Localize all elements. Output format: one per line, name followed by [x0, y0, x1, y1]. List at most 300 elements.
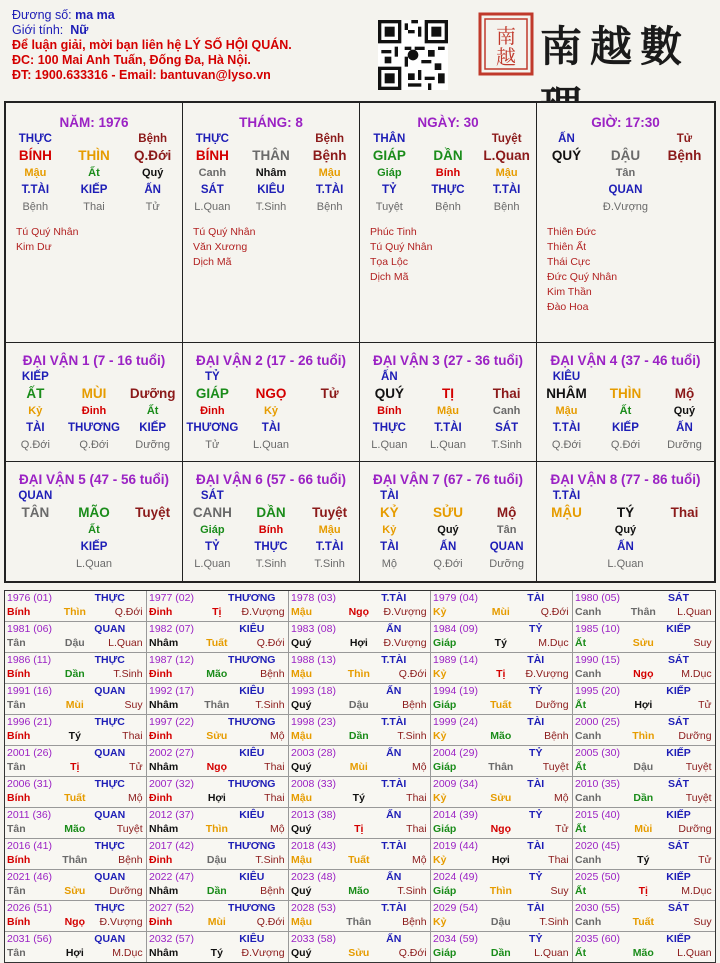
year-cell: [5, 808, 147, 838]
year-line: [5, 746, 146, 760]
year-stem: Bính: [7, 730, 31, 742]
year-stem: Nhâm: [149, 885, 179, 897]
year-line: [289, 746, 430, 760]
year-stem: Giáp: [433, 885, 457, 897]
year-cell: [147, 746, 289, 776]
cell-text: Bệnh: [493, 200, 520, 213]
year-detail: [431, 822, 572, 837]
pillar-cell: [360, 103, 537, 343]
pillar-cell: [6, 103, 183, 343]
year-god: TÀI: [527, 592, 545, 604]
year-branch: Thìn: [347, 668, 370, 680]
year-stage: Dưỡng: [678, 823, 712, 835]
year-branch: Dậu: [348, 699, 369, 711]
cell-text: TỊ: [441, 385, 454, 401]
year-detail: [431, 605, 572, 620]
year-stem: Nhâm: [149, 637, 179, 649]
year-cell: [573, 901, 715, 931]
year-stem: Canh: [575, 792, 602, 804]
cell-text: THỰC: [254, 540, 288, 553]
year-label: 2008 (33): [291, 778, 336, 790]
year-line: [289, 932, 430, 946]
stage-row: [6, 198, 182, 215]
year-branch: Sửu: [632, 637, 654, 649]
year-branch: Mùi: [634, 823, 653, 835]
year-label: 1987 (12): [149, 654, 194, 666]
cell-text: Bệnh: [315, 132, 345, 145]
year-god: TÀI: [527, 840, 545, 852]
cell-text: Tử: [145, 200, 160, 213]
year-detail: [147, 729, 288, 744]
year-label: 1989 (14): [433, 654, 478, 666]
year-god: THỰC: [94, 902, 125, 914]
year-god: TỶ: [529, 685, 543, 697]
year-line: [573, 715, 715, 729]
year-detail: [573, 605, 715, 620]
year-stage: Đ.Vượng: [241, 606, 285, 618]
pillars-row: [6, 103, 714, 343]
year-line: [573, 901, 715, 915]
cell-text: Mậu: [24, 166, 47, 179]
year-cell: [289, 870, 431, 900]
year-detail: [5, 791, 146, 806]
cell-text: KIẾP: [80, 540, 108, 553]
year-line: [147, 901, 288, 915]
cell-text: Thai: [670, 504, 699, 520]
year-cell: [5, 777, 147, 807]
year-branch: Mùi: [349, 761, 368, 773]
year-label: 1977 (02): [149, 592, 194, 604]
year-god: KIẾP: [666, 685, 691, 697]
year-stem: Đinh: [149, 606, 173, 618]
year-detail: [573, 946, 715, 961]
year-row: [5, 870, 715, 901]
year-line: [289, 591, 430, 605]
year-branch: Tị: [212, 606, 222, 618]
cell-text: QUAN: [18, 489, 53, 502]
hidden-stems-row: [537, 521, 714, 538]
year-branch: Thìn: [489, 885, 512, 897]
year-stem: Kỷ: [433, 792, 447, 804]
year-detail: [289, 853, 430, 868]
header-info: [12, 8, 372, 83]
cell-text: Bệnh: [435, 200, 461, 213]
year-detail: [5, 667, 146, 682]
cell-text: Kỷ: [382, 523, 397, 536]
year-branch: Hợi: [207, 792, 226, 804]
year-cell: [431, 684, 573, 714]
cell-text: TÝ: [616, 504, 635, 520]
year-detail: [431, 636, 572, 651]
year-cell: [573, 653, 715, 683]
year-row: [5, 777, 715, 808]
year-cell: [431, 901, 573, 931]
cell-text: Bệnh: [138, 132, 168, 145]
year-branch: Thân: [62, 854, 88, 866]
year-god: TỶ: [529, 809, 543, 821]
year-stem: Nhâm: [149, 761, 179, 773]
year-branch: Tuất: [348, 854, 370, 866]
year-line: [431, 808, 572, 822]
year-line: [5, 839, 146, 853]
hidden-stems-row: [6, 164, 182, 181]
year-detail: [5, 605, 146, 620]
cell-text: SÁT: [200, 183, 224, 196]
year-stage: Đ.Vượng: [525, 668, 569, 680]
year-stage: Bệnh: [118, 854, 143, 866]
year-cell: [5, 715, 147, 745]
year-stage: Dưỡng: [109, 885, 143, 897]
cell-text: KIẾP: [612, 421, 639, 434]
cell-text: Quý: [437, 523, 459, 536]
year-cell: [147, 591, 289, 621]
dai-van-cell: [537, 462, 714, 581]
dai-van-row: [6, 462, 714, 581]
year-god: T.TÀI: [381, 840, 407, 852]
stage-row: [360, 198, 536, 215]
year-god: SÁT: [668, 778, 689, 790]
year-label: 1981 (06): [7, 623, 52, 635]
year-detail: [147, 760, 288, 775]
pillar-title: THÁNG: 8: [239, 115, 303, 130]
year-stage: Thai: [406, 823, 427, 835]
cell-text: Mậu: [436, 404, 459, 417]
year-cell: [431, 715, 573, 745]
cell-text: Kỷ: [263, 404, 279, 417]
cell-text: SỬU: [433, 504, 463, 520]
cell-text: MẬU: [551, 504, 582, 520]
year-label: 2014 (39): [433, 809, 478, 821]
year-line: [431, 932, 572, 946]
cell-text: QUAN: [608, 183, 643, 196]
cell-text: L.Quan: [194, 200, 231, 213]
star-item: Văn Xương: [193, 241, 248, 253]
year-branch: Thân: [488, 761, 514, 773]
pillar-title: NGÀY: 30: [417, 115, 479, 130]
star-item: Dịch Mã: [193, 256, 232, 268]
cell-text: MÃO: [78, 504, 110, 520]
cell-text: Tuyệt: [312, 504, 348, 520]
cell-text: Thai: [83, 200, 105, 213]
year-stem: Đinh: [149, 730, 173, 742]
year-line: [431, 746, 572, 760]
cell-text: TÀI: [261, 421, 281, 434]
year-cell: [147, 777, 289, 807]
year-stage: Thai: [122, 730, 143, 742]
cell-text: THƯƠNG: [186, 421, 239, 434]
stars-list: [193, 225, 359, 270]
cell-text: KIẾP: [80, 183, 108, 196]
year-line: [5, 622, 146, 636]
year-branch: Hợi: [634, 699, 653, 711]
year-branch: Thìn: [205, 823, 228, 835]
year-branch: Tý: [494, 637, 507, 649]
year-cell: [289, 839, 431, 869]
year-branch: Thân: [204, 699, 230, 711]
cell-text: T.TÀI: [315, 540, 344, 553]
year-label: 1978 (03): [291, 592, 336, 604]
year-stage: Đ.Vượng: [383, 606, 427, 618]
cell-text: T.Sinh: [255, 200, 287, 213]
cell-text: Ất: [619, 404, 632, 417]
cell-text: Bệnh: [667, 147, 702, 163]
year-detail: [147, 884, 288, 899]
year-cell: [147, 622, 289, 652]
year-cell: [289, 715, 431, 745]
year-branch: Tuất: [64, 792, 86, 804]
cell-text: QUÝ: [551, 147, 582, 163]
year-branch: Dậu: [64, 637, 85, 649]
year-god: T.TÀI: [381, 716, 407, 728]
year-branch: Tý: [68, 730, 81, 742]
hidden-stems-row: [360, 402, 536, 419]
year-god: THỰC: [94, 716, 125, 728]
year-cell: [5, 684, 147, 714]
year-row: [5, 622, 715, 653]
year-stem: Canh: [575, 668, 602, 680]
year-branch: Mão: [632, 947, 654, 959]
year-stage: Bệnh: [402, 699, 427, 711]
stem-branch-row: [6, 385, 182, 402]
year-branch: Tị: [70, 761, 80, 773]
star-item: Kim Thần: [547, 286, 592, 298]
year-god: ẤN: [386, 809, 402, 821]
cell-text: GIÁP: [372, 147, 406, 163]
year-stage: M.Dục: [112, 947, 143, 959]
cell-text: SÁT: [495, 421, 519, 434]
stage-row: [537, 436, 714, 453]
hidden-gods-row: [6, 419, 182, 436]
cell-text: Giáp: [200, 523, 225, 536]
year-cell: [5, 901, 147, 931]
year-label: 2003 (28): [291, 747, 336, 759]
cell-text: Bệnh: [22, 200, 49, 213]
cell-text: Q.Đới: [133, 147, 172, 163]
year-stage: Suy: [124, 699, 143, 711]
cell-text: BÍNH: [195, 147, 229, 163]
dai-van-title: ĐẠI VẬN 3 (27 - 36 tuổi): [372, 353, 524, 368]
year-stem: Mậu: [291, 792, 312, 804]
year-stem: Giáp: [433, 823, 457, 835]
year-stage: Mộ: [270, 823, 285, 835]
qr-code-icon: [378, 20, 448, 90]
year-god: KIẾP: [666, 871, 691, 883]
pillar-cell: [183, 103, 360, 343]
cell-text: THÂN: [252, 147, 290, 163]
year-stage: Mộ: [412, 761, 427, 773]
year-branch: Ngọ: [490, 823, 512, 835]
gender-line: [12, 23, 372, 38]
year-god: TỶ: [529, 623, 543, 635]
year-detail: [289, 698, 430, 713]
year-branch: Tuất: [206, 637, 228, 649]
year-detail: [573, 791, 715, 806]
year-god: ẤN: [386, 871, 402, 883]
stem-branch-row: [537, 504, 714, 521]
stars-list: [547, 225, 714, 315]
year-line: [5, 901, 146, 915]
year-detail: [573, 884, 715, 899]
stem-branch-row: [537, 385, 714, 402]
year-branch: Dần: [490, 947, 511, 959]
year-cell: [573, 622, 715, 652]
year-stage: T.Sinh: [113, 668, 143, 680]
year-stem: Giáp: [433, 637, 457, 649]
year-god: KIẾP: [666, 623, 691, 635]
year-label: 2009 (34): [433, 778, 478, 790]
year-line: [573, 777, 715, 791]
year-detail: [573, 915, 715, 930]
cell-text: Đinh: [200, 404, 225, 417]
cell-text: NHÂM: [546, 385, 587, 401]
cell-text: TÀI: [26, 421, 45, 434]
cell-text: THÂN: [373, 132, 406, 145]
year-stem: Quý: [291, 761, 312, 773]
year-god: SÁT: [668, 840, 689, 852]
year-label: 2025 (50): [575, 871, 620, 883]
year-stage: Q.Đới: [256, 637, 285, 649]
year-branch: Hợi: [491, 854, 510, 866]
year-branch: Dần: [633, 792, 654, 804]
year-detail: [147, 853, 288, 868]
year-line: [289, 653, 430, 667]
pillar-cell: [537, 103, 714, 343]
year-stem: Mậu: [291, 916, 312, 928]
cell-text: KIẾP: [21, 370, 49, 383]
year-detail: [289, 946, 430, 961]
year-row: [5, 715, 715, 746]
year-stem: Tân: [7, 637, 26, 649]
year-god: QUAN: [94, 809, 126, 821]
year-line: [147, 839, 288, 853]
year-cell: [5, 653, 147, 683]
cell-text: T.TÀI: [552, 421, 581, 434]
year-stage: T.Sinh: [397, 730, 427, 742]
year-line: [573, 932, 715, 946]
year-line: [573, 839, 715, 853]
year-label: 1999 (24): [433, 716, 478, 728]
year-line: [147, 684, 288, 698]
year-detail: [431, 760, 572, 775]
cell-text: TỶ: [204, 370, 220, 383]
year-label: 1983 (08): [291, 623, 336, 635]
hidden-stems-row: [537, 402, 714, 419]
year-god: ẤN: [386, 623, 402, 635]
cell-text: T.TÀI: [434, 421, 462, 434]
gender-label: Giới tính:: [12, 23, 64, 37]
year-branch: Tị: [638, 885, 648, 897]
year-stem: Tân: [7, 823, 26, 835]
year-label: 1991 (16): [7, 685, 52, 697]
year-line: [431, 622, 572, 636]
year-branch: Tuất: [490, 699, 512, 711]
year-cell: [289, 591, 431, 621]
year-branch: Ngọ: [206, 761, 228, 773]
hidden-stems-row: [537, 164, 714, 181]
year-stage: Bệnh: [260, 668, 285, 680]
year-stage: Suy: [693, 637, 712, 649]
year-line: [147, 622, 288, 636]
hidden-stems-row: [6, 402, 182, 419]
year-branch: Mùi: [65, 699, 84, 711]
year-god: KIẾP: [666, 809, 691, 821]
star-item: Thiên Đức: [547, 226, 597, 238]
year-line: [5, 808, 146, 822]
year-label: 2011 (36): [7, 809, 52, 821]
cell-text: Q.Đới: [433, 557, 463, 570]
dai-van-title: ĐẠI VẬN 5 (47 - 56 tuổi): [18, 472, 170, 487]
year-label: 1976 (01): [7, 592, 52, 604]
year-cell: [289, 653, 431, 683]
year-stem: Ất: [575, 885, 587, 897]
year-detail: [5, 698, 146, 713]
year-line: [289, 808, 430, 822]
year-label: 1998 (23): [291, 716, 336, 728]
year-line: [289, 870, 430, 884]
year-branch: Sửu: [348, 947, 370, 959]
year-god: THỰC: [94, 778, 125, 790]
year-stem: Đinh: [149, 792, 173, 804]
year-detail: [431, 791, 572, 806]
year-line: [147, 591, 288, 605]
year-label: 2023 (48): [291, 871, 336, 883]
year-cell: [147, 808, 289, 838]
stem-branch-row: [6, 504, 182, 521]
year-row: [5, 684, 715, 715]
year-stem: Đinh: [149, 668, 173, 680]
year-stem: Quý: [291, 947, 312, 959]
year-cell: [289, 684, 431, 714]
cell-text: ẤN: [617, 540, 634, 553]
year-label: 1986 (11): [7, 654, 52, 666]
cell-text: Mậu: [495, 166, 518, 179]
cell-text: Quý: [614, 523, 637, 536]
stage-row: [183, 555, 359, 572]
year-god: TÀI: [527, 778, 545, 790]
cell-text: Tuyệt: [135, 504, 171, 520]
year-stage: L.Quan: [108, 637, 143, 649]
year-god: KIÊU: [239, 933, 265, 945]
cell-text: Quý: [141, 166, 164, 179]
year-line: [147, 715, 288, 729]
year-cell: [147, 901, 289, 931]
year-stage: Thai: [406, 792, 427, 804]
year-label: 2028 (53): [291, 902, 336, 914]
year-detail: [5, 946, 146, 961]
stem-branch-row: [183, 147, 359, 164]
hidden-gods-row: [537, 538, 714, 555]
year-label: 1994 (19): [433, 685, 478, 697]
year-label: 1990 (15): [575, 654, 620, 666]
year-stage: Tuyệt: [685, 761, 712, 773]
year-detail: [147, 698, 288, 713]
year-branch: Mùi: [491, 606, 510, 618]
cell-text: Dưỡng: [489, 557, 525, 570]
year-label: 2006 (31): [7, 778, 52, 790]
year-label: 2022 (47): [149, 871, 194, 883]
star-item: Dịch Mã: [370, 271, 409, 283]
year-row: [5, 932, 715, 962]
year-cell: [431, 622, 573, 652]
year-label: 2000 (25): [575, 716, 620, 728]
year-detail: [289, 822, 430, 837]
year-god: THỰC: [94, 654, 125, 666]
year-stem: Tân: [7, 699, 26, 711]
year-detail: [147, 636, 288, 651]
star-item: Tú Quý Nhân: [193, 226, 256, 238]
year-cell: [289, 808, 431, 838]
cell-text: L.Quan: [607, 557, 644, 570]
